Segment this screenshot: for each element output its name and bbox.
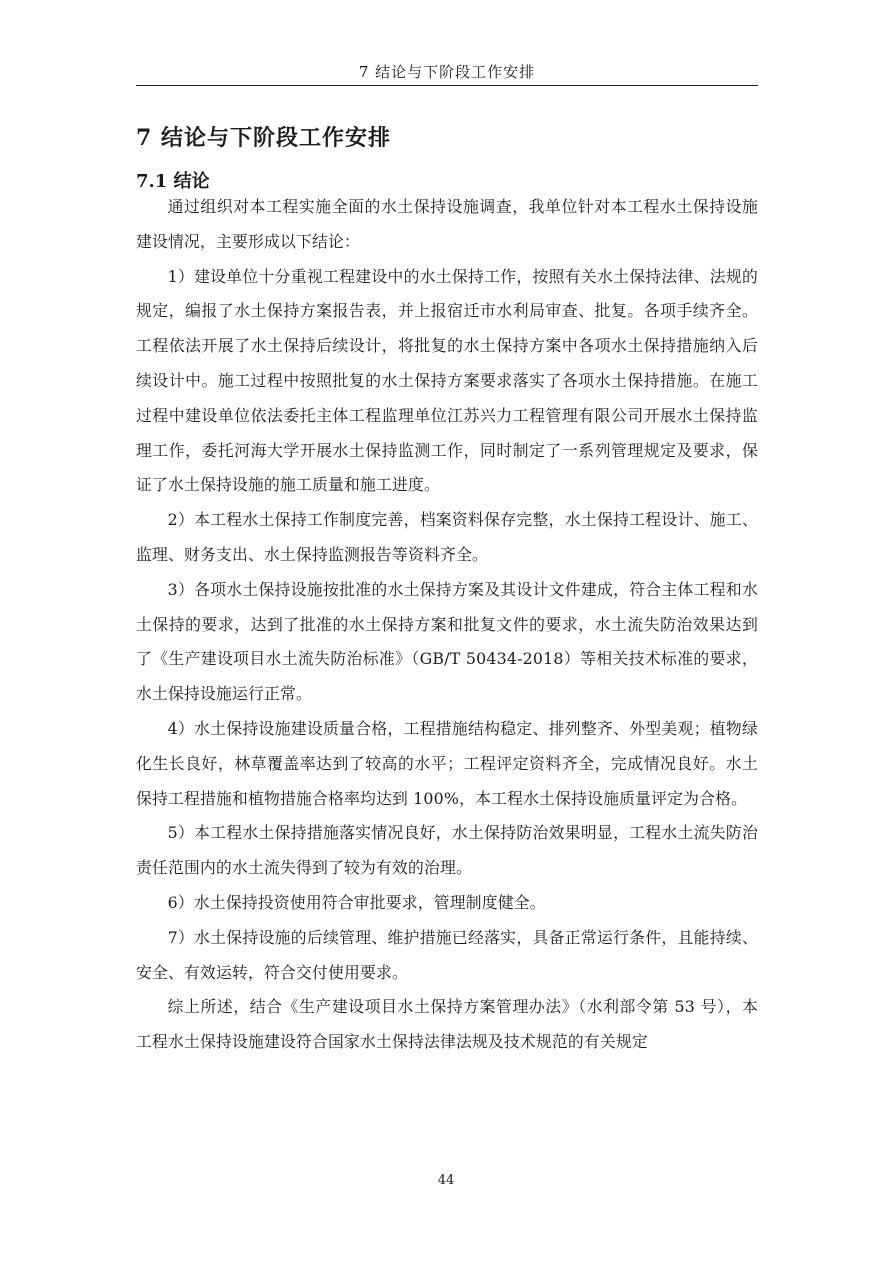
paragraph-conclusion-7: 7）水土保持设施的后续管理、维护措施已经落实，具备正常运行条件，且能持续、安全、有效运转，符合交付使用要求。	[136, 927, 758, 982]
paragraph-conclusion-6: 6）水土保持投资使用符合审批要求，管理制度健全。	[167, 892, 546, 912]
chapter-title: 7 结论与下阶段工作安排	[136, 125, 391, 151]
paragraph-conclusion-4: 4）水土保持设施建设质量合格，工程措施结构稳定、排列整齐、外型美观；植物绿化生长良好，林草覆盖率达到了较高的水平；工程评定资料齐全，完成情况良好。水土保持工程措施和植物措施合格率均达到 100%，本工程水土保持设施质量评定为合格。	[136, 718, 758, 808]
paragraph-conclusion-2: 2）本工程水土保持工作制度完善，档案资料保存完整，水土保持工程设计、施工、监理、财务支出、水土保持监测报告等资料齐全。	[136, 510, 758, 564]
paragraph-conclusion-5: 5）本工程水土保持措施落实情况良好，水土保持防治效果明显，工程水土流失防治责任范围内的水土流失得到了较为有效的治理。	[136, 823, 758, 878]
paragraph-conclusion-1: 1）建设单位十分重视工程建设中的水土保持工作，按照有关水土保持法律、法规的规定，编报了水土保持方案报告表，并上报宿迁市水利局审查、批复。各项手续齐全。工程依法开展了水土保持后续设计，将批复的水土保持方案中各项水土保持措施纳入后续设计中。施工过程中按照批复的水土保持方案要求落实了各项水土保持措施。在施工过程中建设单位依法委托主体工程监理单位江苏兴力工程管理有限公司开展水土保持监理工作，委托河海大学开展水土保持监测工作，同时制定了一系列管理规定及要求，保证了水土保持设施的施工质量和施工进度。	[136, 266, 758, 495]
running-header: 7 结论与下阶段工作安排	[358, 63, 536, 81]
header-rule	[136, 85, 758, 86]
paragraph-intro: 通过组织对本工程实施全面的水土保持设施调查，我单位针对本工程水土保持设施建设情况，主要形成以下结论：	[136, 197, 758, 251]
page-number: 44	[437, 1173, 455, 1188]
body-text	[136, 190, 758, 1060]
paragraph-summary: 综上所述，结合《生产建设项目水土保持方案管理办法》（水利部令第 53 号），本工程水土保持设施建设符合国家水土保持法律法规及技术规范的有关规定	[136, 997, 758, 1052]
paragraph-conclusion-3: 3）各项水土保持设施按批准的水土保持方案及其设计文件建成，符合主体工程和水土保持的要求，达到了批准的水土保持方案和批复文件的要求，水土流失防治效果达到了《生产建设项目水土流失防治标准》（GB/T 50434-2018）等相关技术标准的要求，水土保持设施运行正常。	[136, 579, 758, 704]
section-title: 7.1 结论	[136, 171, 210, 192]
